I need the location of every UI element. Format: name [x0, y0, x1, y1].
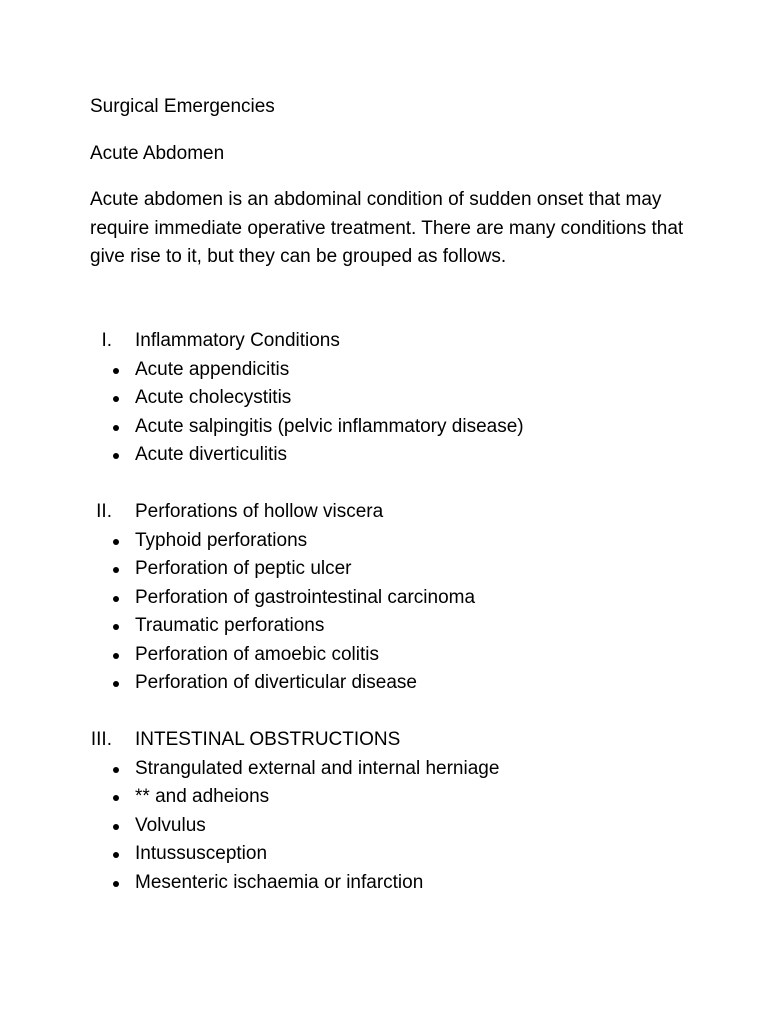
- list-item: [0, 584, 768, 613]
- section-numeral: III.: [90, 729, 112, 750]
- list-item-text: Mesenteric ischaemia or infarction: [135, 871, 424, 893]
- list-item: [0, 669, 768, 698]
- bullet-icon: [113, 881, 119, 887]
- section-perforations: [0, 498, 768, 698]
- bullet-icon: [113, 624, 119, 630]
- list-item: [0, 527, 768, 556]
- section-heading-text: INTESTINAL OBSTRUCTIONS: [135, 729, 401, 750]
- section-numeral: I.: [101, 330, 112, 351]
- bullet-icon: [113, 795, 119, 801]
- list-item-text: Acute cholecystitis: [135, 387, 292, 408]
- list-item: [0, 555, 768, 584]
- list-item: [0, 869, 768, 898]
- list-item: [0, 384, 768, 413]
- section-numeral: II.: [96, 501, 112, 522]
- bullet-icon: [113, 767, 119, 773]
- bullet-icon: [113, 425, 119, 431]
- section-intestinal-obstructions: [0, 726, 768, 897]
- intro-paragraph: Acute abdomen is an abdominal condition of sudden onset that may require immediate operative treatment. There are many conditions that give rise to it, but they can be grouped as follows.: [90, 189, 684, 267]
- bullet-icon: [113, 368, 119, 374]
- list-item: [0, 812, 768, 841]
- bullet-icon: [113, 824, 119, 830]
- list-item: [0, 755, 768, 784]
- list-item-text: Perforation of gastrointestinal carcinoma: [135, 586, 476, 608]
- list-item-text: Volvulus: [135, 814, 206, 836]
- section-heading-text: Inflammatory Conditions: [135, 330, 340, 351]
- bullet-icon: [113, 852, 119, 858]
- list-item: [0, 840, 768, 869]
- list-item-text: Acute diverticulitis: [135, 444, 288, 465]
- list-item-text: ** and adheions: [135, 786, 270, 807]
- bullet-icon: [113, 681, 119, 687]
- list-item-text: Typhoid perforations: [135, 529, 308, 551]
- bullet-icon: [113, 539, 119, 545]
- list-item: [0, 441, 768, 470]
- list-item-text: Strangulated external and internal herniage: [135, 757, 500, 779]
- list-item-text: Perforation of amoebic colitis: [135, 643, 379, 665]
- bullet-icon: [113, 396, 119, 402]
- section-heading: [0, 726, 768, 755]
- section-heading: [0, 498, 768, 527]
- bullet-icon: [113, 567, 119, 573]
- list-item: [0, 641, 768, 670]
- list-item-text: Traumatic perforations: [135, 615, 325, 636]
- list-item-text: Perforation of peptic ulcer: [135, 558, 352, 579]
- list-item-text: Acute salpingitis (pelvic inflammatory disease): [135, 415, 524, 437]
- document-subtitle: Acute Abdomen: [90, 143, 225, 164]
- document-title: Surgical Emergencies: [90, 96, 275, 117]
- bullet-icon: [113, 453, 119, 459]
- list-item: [0, 612, 768, 641]
- list-item-text: Acute appendicitis: [135, 358, 290, 380]
- list-item-text: Intussusception: [135, 843, 268, 864]
- list-item: [0, 413, 768, 442]
- bullet-icon: [113, 653, 119, 659]
- section-heading: [0, 327, 768, 356]
- list-item-text: Perforation of diverticular disease: [135, 672, 417, 693]
- list-item: [0, 783, 768, 812]
- list-item: [0, 356, 768, 385]
- section-heading-text: Perforations of hollow viscera: [135, 501, 384, 522]
- section-inflammatory-conditions: [0, 327, 768, 470]
- bullet-icon: [113, 596, 119, 602]
